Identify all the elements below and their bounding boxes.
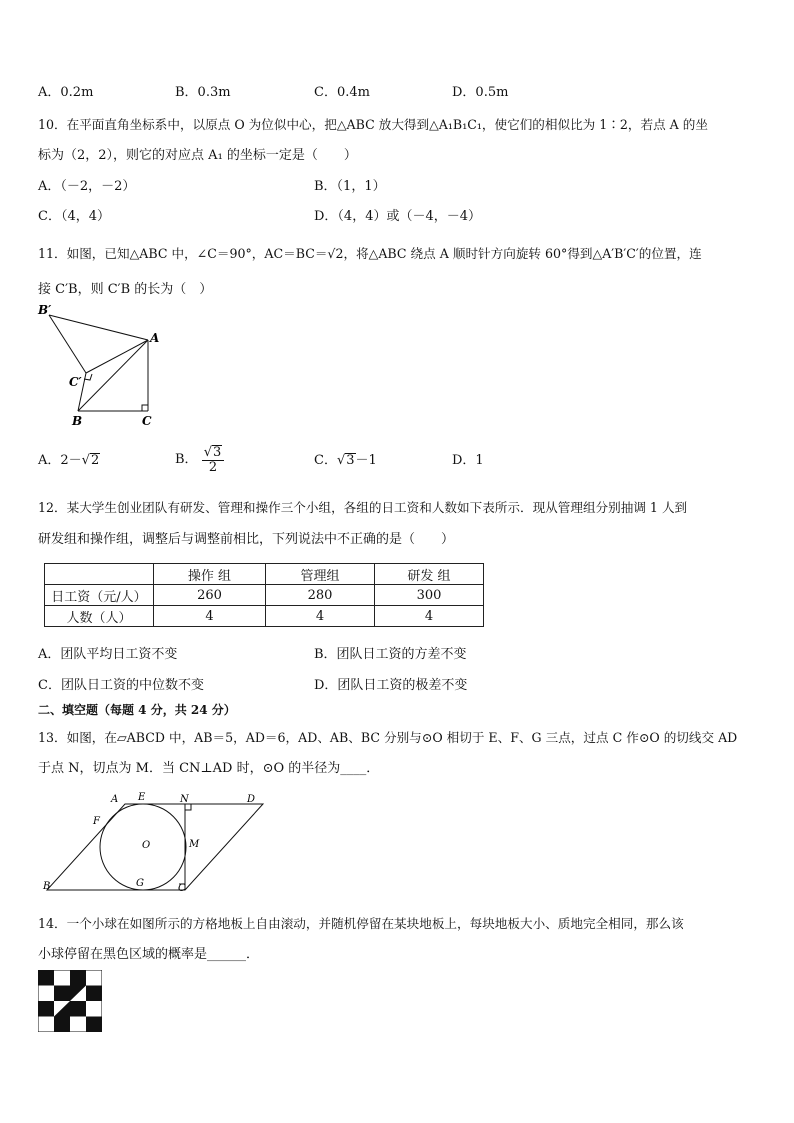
q9-options [0, 85, 794, 101]
label-f: F [93, 816, 100, 827]
q13-line2: 于点 N，切点为 M．当 CN⊥AD 时，⊙O 的半径为____． [38, 761, 380, 776]
q12-option-d: D．团队日工资的极差不变 [314, 678, 468, 693]
label-b: B [72, 414, 83, 428]
q11-rotation-figure [30, 300, 170, 430]
q10-option-c: C．（4，4） [38, 209, 110, 224]
q11-option-c [314, 453, 377, 469]
q11-option-c-suffix: －1 [355, 453, 377, 468]
table-cell: 4 [154, 606, 266, 627]
label-b-prime: B′ [38, 303, 52, 317]
label-m: M [189, 839, 200, 850]
label-a: A [150, 331, 160, 345]
q9-option-c: C．0.4m [314, 85, 370, 100]
q11-option-d: D．1 [452, 453, 484, 468]
salary-table [44, 563, 484, 627]
table-header-cell [45, 564, 154, 585]
q11-option-b-prefix: B． [175, 452, 198, 467]
table-cell: 4 [375, 606, 484, 627]
q10-option-d: D．（4，4）或（－4，－4） [314, 209, 482, 224]
table-header-cell: 管理组 [266, 564, 375, 585]
table-cell: 260 [154, 585, 266, 606]
label-e: E [138, 792, 146, 803]
q10-option-b: B．（1，1） [314, 179, 386, 194]
q11-option-b-denominator: 2 [208, 459, 218, 475]
q12-option-c: C．团队日工资的中位数不变 [38, 678, 204, 693]
q11-option-c-prefix: C． [314, 453, 337, 468]
table-header-cell: 研发 组 [375, 564, 484, 585]
q10-line2: 标为（2，2），则它的对应点 A₁ 的坐标一定是（ ） [38, 148, 357, 163]
table-row [45, 585, 484, 606]
q11-option-c-radicand: 3 [346, 453, 355, 468]
q14-line2: 小球停留在黑色区域的概率是______． [38, 947, 260, 962]
label-c: C [142, 414, 152, 428]
label-c-prime: C′ [69, 375, 82, 389]
label-g: G [136, 878, 144, 889]
q14-tile-grid-figure [38, 970, 102, 1032]
q10-line1: 10．在平面直角坐标系中，以原点 O 为位似中心，把△ABC 放大得到△A₁B₁C₁，使它们的相似比为 1∶2，若点 A 的坐 [38, 117, 708, 132]
q9-option-a: A．0.2m [38, 85, 94, 100]
table-cell: 4 [266, 606, 375, 627]
q13-parallelogram-figure [40, 786, 280, 898]
label-d: D [247, 794, 256, 805]
q11-option-a-radicand: 2 [90, 453, 100, 468]
table-cell: 280 [266, 585, 375, 606]
q12-line2: 研发组和操作组，调整后与调整前相比，下列说法中不正确的是（ ） [38, 532, 455, 547]
q10-option-a: A．（－2，－2） [38, 179, 136, 194]
q12-option-a: A．团队平均日工资不变 [38, 647, 178, 662]
q12-option-b: B．团队日工资的方差不变 [314, 647, 467, 662]
q13-line1: 13．如图，在▱ABCD 中，AB＝5，AD＝6，AD、AB、BC 分别与⊙O 相切于 E、F、G 三点，过点 C 作⊙O 的切线交 AD [38, 730, 738, 745]
q11-line2: 接 C′B，则 C′B 的长为（ ） [38, 282, 213, 297]
table-cell: 日工资（元/人） [45, 585, 154, 606]
table-cell: 300 [375, 585, 484, 606]
q11-option-a [38, 453, 100, 469]
q11-option-a-prefix: A．2－ [38, 453, 82, 468]
q12-line1: 12．某大学生创业团队有研发、管理和操作三个小组，各组的日工资和人数如下表所示．现从管理组分别抽调 1 人到 [38, 500, 688, 515]
table-header-cell: 操作 组 [154, 564, 266, 585]
label-c: C [178, 883, 186, 894]
q14-line1: 14．一个小球在如图所示的方格地板上自由滚动，并随机停留在某块地板上，每块地板大小、质地完全相同，那么该 [38, 916, 684, 931]
label-b: B [43, 881, 51, 892]
q11-option-b [175, 441, 224, 479]
label-o: O [142, 840, 151, 851]
q9-option-d: D．0.5m [452, 85, 509, 100]
section-title: 二、填空题（每题 4 分，共 24 分） [38, 703, 236, 717]
table-row [45, 606, 484, 627]
q9-option-b: B．0.3m [175, 85, 231, 100]
q11-option-b-radicand: 3 [213, 444, 222, 460]
q11-option-b-fraction [202, 445, 225, 475]
sqrt-symbol: √ [81, 453, 90, 468]
table-header-row [45, 564, 484, 585]
sqrt-symbol: √ [336, 453, 346, 468]
q11-line1: 11．如图，已知△ABC 中，∠C＝90°，AC＝BC＝√2，将△ABC 绕点 A 顺时针方向旋转 60°得到△A′B′C′的位置，连 [38, 246, 702, 261]
sqrt-symbol: √ [203, 444, 212, 460]
label-a: A [111, 794, 119, 805]
table-cell: 人数（人） [45, 606, 154, 627]
label-n: N [180, 794, 189, 805]
